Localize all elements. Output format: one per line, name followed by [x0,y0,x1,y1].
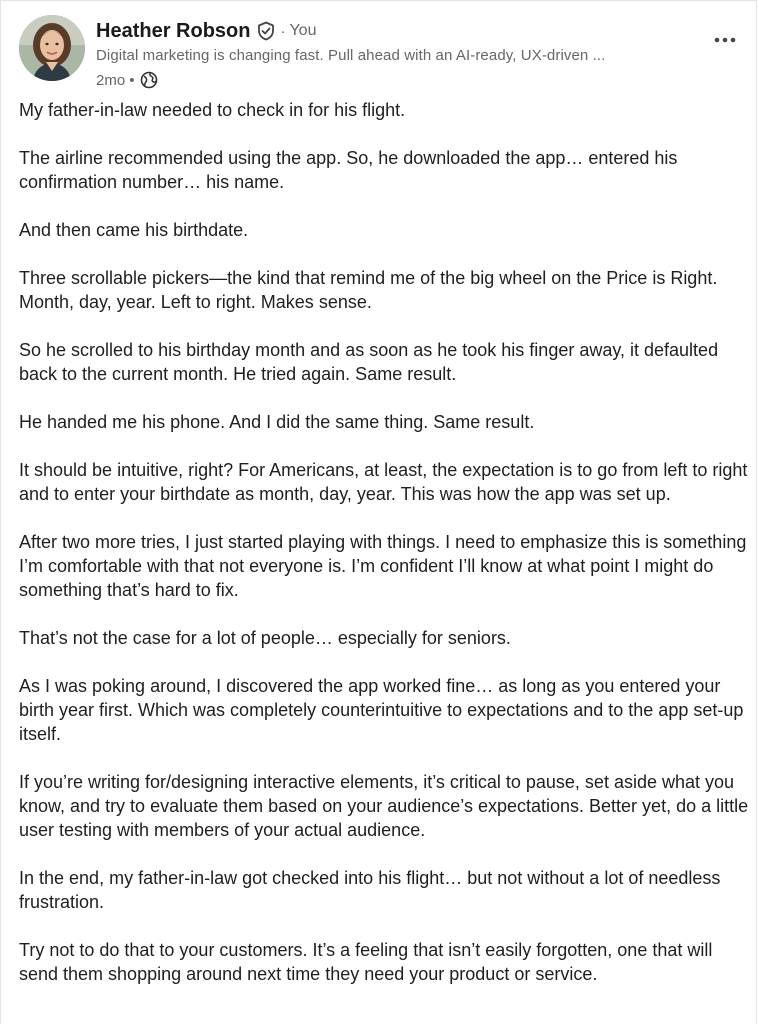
post-paragraph: My father-in-law needed to check in for his flight. [19,100,406,120]
post-paragraph: In the end, my father-in-law got checked into his flight… but not without a lot of needless frustration. [19,868,721,912]
author-headline: Digital marketing is changing fast. Pull ahead with an AI-ready, UX-driven ... [96,47,606,64]
post-paragraph: The airline recommended using the app. So, he downloaded the app… entered his confirmation number… his name. [19,148,678,192]
separator-dot: · [280,22,286,40]
post-paragraph: And then came his birthdate. [19,220,249,240]
post-paragraph: That’s not the case for a lot of people… especially for seniors. [19,628,511,648]
relation-label: You [289,22,317,39]
post-body [19,98,749,1010]
post-paragraph: Three scrollable pickers—the kind that remind me of the big wheel on the Price is Right. Month, day, year. Left to right. Makes sense. [19,268,718,312]
post-paragraph: Try not to do that to your customers. It’s a feeling that isn’t easily forgotten, one that will send them shopping around next time they need your product or service. [19,940,713,984]
separator-dot: • [129,71,135,89]
post-paragraph: As I was poking around, I discovered the app worked fine… as long as you entered your birth year first. Which was completely counterintuitive to expectations and to the app set-up itself. [19,676,744,744]
globe-icon [140,71,158,89]
post-paragraph: It should be intuitive, right? For Americans, at least, the expectation is to go from left to right and to enter your birthdate as month, day, year. This was how the app was set up. [19,460,748,504]
post-paragraph: So he scrolled to his birthday month and as soon as he took his finger away, it defaulted back to the current month. He tried again. Same result. [19,340,719,384]
post-paragraph: He handed me his phone. And I did the same thing. Same result. [19,412,535,432]
post-time[interactable]: 2mo [96,71,126,89]
more-options-icon[interactable] [712,33,738,47]
post-paragraph: If you’re writing for/designing interactive elements, it’s critical to pause, set aside what you know, and try to evaluate them based on your audience’s expectations. Better yet, do a little user testing with members of your actual audience. [19,772,749,840]
name-row [96,17,698,45]
post-timestamp-row [96,69,698,91]
post-paragraph: After two more tries, I just started playing with things. I need to emphasize this is something I’m comfortable with that not everyone is. I’m confident I’ll know at what point I might do something that’s hard to fix. [19,532,747,600]
author-name[interactable]: Heather Robson [96,19,251,42]
verified-shield-icon [256,21,276,41]
post-header [19,15,738,87]
author-avatar[interactable] [19,15,85,81]
author-meta [96,17,698,91]
